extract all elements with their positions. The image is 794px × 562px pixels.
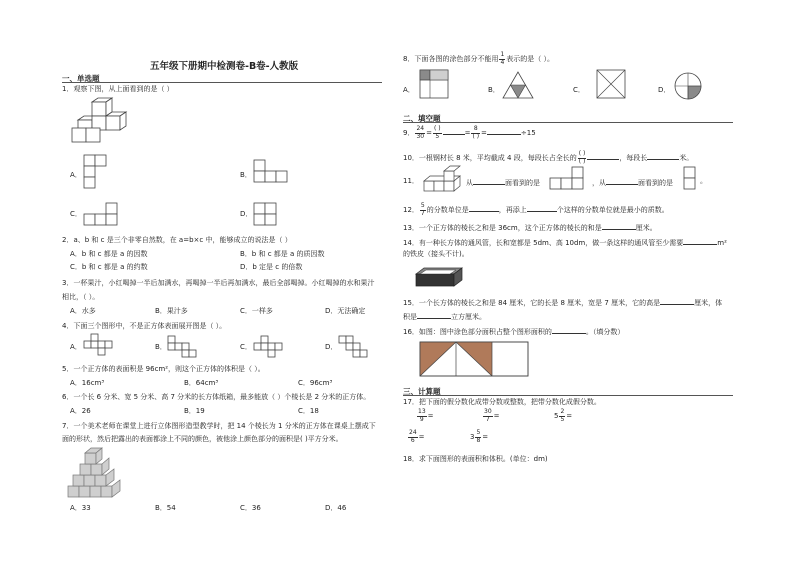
q4-text: 4．下面三个图形中，不是正方体表面展开图是（ ）。 (62, 322, 227, 330)
q8-option-b[interactable]: B． (488, 86, 500, 94)
q4-option-a-figure (84, 338, 114, 354)
q5-option-b[interactable]: B．64cm³ (184, 379, 219, 387)
q1-option-d[interactable]: D． (240, 210, 253, 218)
q3-text: 3．一杯果汁，小红喝掉一半后加满水，再喝掉一半后再加满水，最后全部喝掉。小红喝掉的水和果汁 (62, 279, 375, 287)
q4-option-b-figure (168, 336, 198, 358)
section-divider (403, 122, 733, 123)
q4-option-c-figure (254, 336, 284, 358)
q14-text-cont: 的铁皮（接头不计)。 (403, 250, 469, 258)
q4-option-d[interactable]: D． (325, 343, 338, 351)
q11-text-b: ，从 面看到的是 (592, 179, 673, 187)
q3-option-d[interactable]: D．无法确定 (325, 307, 366, 315)
q2-option-a[interactable]: A．b 和 c 都是 a 的因数 (70, 250, 148, 258)
q1-option-a[interactable]: A． (70, 171, 82, 179)
q17-item-3: 5 $\frac{2}{5}$ = (554, 408, 573, 423)
q4-option-c[interactable]: C． (240, 343, 252, 351)
q17-text: 17．把下面的假分数化成带分数或整数，把带分数化成假分数。 (403, 398, 601, 406)
section-single-choice: 一、单选题 (62, 74, 100, 83)
q15-text: 15．一个长方体的棱长之和是 84 厘米，它的长是 8 厘米，宽是 7 厘米，它的高是 厘米，体 (403, 299, 723, 307)
q11-end: 。 (700, 177, 707, 185)
q2-option-c[interactable]: C．b 和 c 都是 a 的约数 (70, 263, 148, 271)
q8-option-b-figure (503, 72, 535, 100)
q2-option-d[interactable]: D．b 定是 c 的倍数 (240, 263, 303, 271)
q4-option-b[interactable]: B． (155, 343, 167, 351)
q2-option-b[interactable]: B．b 和 c 都是 a 的质因数 (240, 250, 325, 258)
q17-item-2: $\frac{30}{7}$ = (484, 408, 500, 423)
q8-option-a[interactable]: A． (403, 86, 415, 94)
q6-text: 6．一个长 6 分米、宽 5 分米、高 7 分米的长方体纸箱，最多能放（ ）个棱长是 2 分米的正方体。 (62, 393, 371, 401)
q10-text: 10．一根钢材长 8 米，平均截成 4 段，每段长占全长的 $\frac{( )}{( )}$ ，每段长 米。 (403, 150, 694, 165)
q1-option-b[interactable]: B． (240, 171, 252, 179)
q18-text: 18．求下面图形的表面积和体积。(单位：dm) (403, 455, 548, 463)
q8-option-c-figure (597, 70, 627, 100)
q3-option-a[interactable]: A．水多 (70, 307, 96, 315)
q16-text: 16．如图：图中涂色部分面积占整个图形面积的 。（填分数） (403, 328, 625, 336)
q4-option-a[interactable]: A． (70, 343, 82, 351)
q7-option-b[interactable]: B．54 (155, 504, 176, 512)
q14-duct-figure (416, 266, 466, 288)
section-divider (403, 395, 733, 396)
q17-item-5: 3 $\frac{5}{8}$ = (470, 429, 489, 444)
q17-item-4: $\frac{24}{6}$ = (409, 429, 425, 444)
q2-text: 2．a、b 和 c 是三个非零自然数，在 a=b×c 中，能够成立的说法是（ ） (62, 236, 292, 244)
q8-option-d-figure (674, 72, 704, 102)
q7-option-d[interactable]: D．46 (325, 504, 347, 512)
q6-option-b[interactable]: B．19 (184, 407, 205, 415)
section-divider (62, 82, 382, 83)
q5-option-a[interactable]: A．16cm³ (70, 379, 105, 387)
section-calculation: 三、计算题 (403, 387, 441, 396)
q1-option-b-figure (254, 160, 290, 186)
q3-option-b[interactable]: B．果汁多 (155, 307, 188, 315)
q5-text: 5．一个正方体的表面积是 96cm²，则这个正方体的体积是（ ）。 (62, 365, 265, 373)
q13-text: 13．一个正方体的棱长之和是 36cm，这个正方体的棱长的和是 厘米。 (403, 224, 657, 232)
q8-option-c[interactable]: C． (573, 86, 585, 94)
section-fill-blank: 二、填空题 (403, 114, 441, 123)
q11-solid-figure (424, 170, 464, 194)
q8-text: 8．下面各图的涂色部分不能用 $\frac{1}{4}$ 表示的是（ ）。 (403, 51, 555, 66)
q7-cube-pyramid-figure (68, 448, 124, 498)
q6-option-c[interactable]: C．18 (298, 407, 319, 415)
q7-text-cont: 面的形状，然后把露出的表面都涂上不同的颜色，被他涂上颜色部分的面积是( )平方分米。 (62, 435, 343, 443)
q8-option-a-figure (420, 70, 450, 100)
q1-text: 1．观察下图，从上面看到的是（ ） (62, 85, 174, 93)
q3-option-c[interactable]: C．一样多 (240, 307, 273, 315)
q4-option-d-figure (339, 336, 369, 358)
q1-option-c-figure (84, 203, 120, 229)
page-title: 五年级下册期中检测卷-B卷-人教版 (150, 61, 299, 72)
q1-option-a-figure (84, 155, 108, 191)
q7-text: 7．一个美术老师在课堂上进行立体图形造型教学时，把 14 个棱长为 1 分米的正方体在课桌上摆成下 (62, 422, 376, 430)
q17-item-1: $\frac{13}{9}$ = (418, 408, 434, 423)
q11-view-a-figure (550, 167, 590, 191)
q14-text: 14．有一种长方体的通风管，长和宽都是 5dm、高 10dm，做一条这样的通风管至少需要 m² (403, 239, 727, 247)
q1-option-d-figure (254, 203, 278, 229)
q1-cube-figure (72, 98, 132, 146)
q7-option-c[interactable]: C．36 (240, 504, 261, 512)
q3-text-cont: 相比，（ ）。 (62, 293, 100, 301)
q8-option-d[interactable]: D． (658, 86, 671, 94)
q1-option-c[interactable]: C． (70, 210, 82, 218)
q15-text-cont: 积是 立方厘米。 (403, 313, 486, 321)
q11-text-a: 从 面看到的是 (466, 179, 540, 187)
q11-label: 11． (403, 177, 419, 185)
q8-fraction: $\frac{1}{4}$ (500, 51, 505, 66)
q9-text: 9． $\frac{24}{30}$ = $\frac{( )}{5}$ = $\frac{8}{( )}$ = ÷15 (403, 125, 536, 140)
q7-option-a[interactable]: A．33 (70, 504, 91, 512)
q6-option-a[interactable]: A．26 (70, 407, 91, 415)
q5-option-c[interactable]: C．96cm³ (298, 379, 333, 387)
q12-text: 12． $\frac{5}{7}$ 的分数单位是 ，再添上 个这样的分数单位就是最小的质数。 (403, 202, 669, 217)
q16-shaded-figure (420, 342, 530, 378)
